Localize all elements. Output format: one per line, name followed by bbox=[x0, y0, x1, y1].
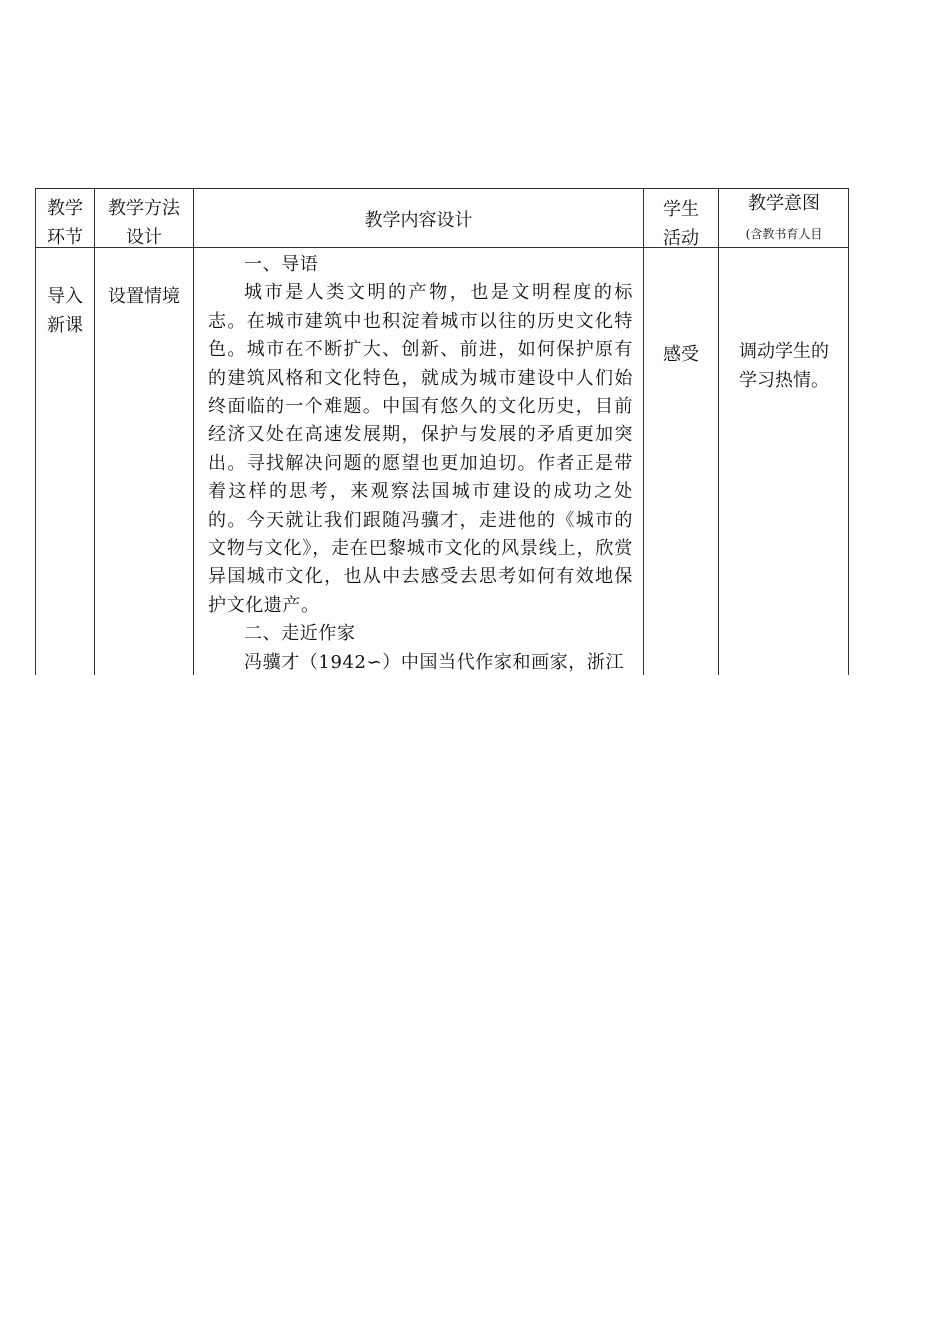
column-divider bbox=[94, 189, 95, 675]
paragraph: 城市是人类文明的产物，也是文明程度的标志。在城市建筑中也积淀着城市以往的历史文化特色。城市在不断扩大、创新、前进，如何保护原有的建筑风格和文化特色，就成为城市建设中人们始终面临的一个难题。中国有悠久的文化历史，目前经济又处在高速发展期，保护与发展的矛盾更加突出。寻找解决问题的愿望也更加迫切。作者正是带着这样的思考，来观察法国城市建设的成功之处的。今天就让我们跟随冯骥才，走进他的《城市的文物与文化》，走在巴黎城市文化的风景线上，欣赏异国城市文化，也从中去感受去思考如何有效地保护文化遗产。 bbox=[208, 282, 633, 616]
header-activity: 学生 活动 bbox=[663, 199, 699, 249]
column-divider bbox=[643, 189, 644, 675]
header-content: 教学内容设计 bbox=[364, 210, 473, 231]
activity-cell: 感受 bbox=[663, 344, 699, 365]
content-cell bbox=[194, 251, 643, 675]
method-cell: 设置情境 bbox=[108, 286, 180, 307]
header-stage: 教学 环节 bbox=[47, 198, 83, 248]
section-heading: 一、导语 bbox=[244, 254, 319, 275]
intent-cell: 调动学生的 学习热情。 bbox=[739, 341, 829, 391]
paragraph: 冯骥才（1942∽）中国当代作家和画家，浙江 bbox=[244, 651, 625, 673]
column-divider bbox=[718, 189, 719, 675]
stage-cell: 导入 新课 bbox=[47, 286, 83, 336]
header-method: 教学方法 设计 bbox=[108, 198, 180, 248]
lesson-plan-table bbox=[35, 188, 849, 675]
section-heading: 二、走近作家 bbox=[244, 623, 356, 645]
header-intent: 教学意图 (含教书育人目 bbox=[745, 193, 823, 241]
